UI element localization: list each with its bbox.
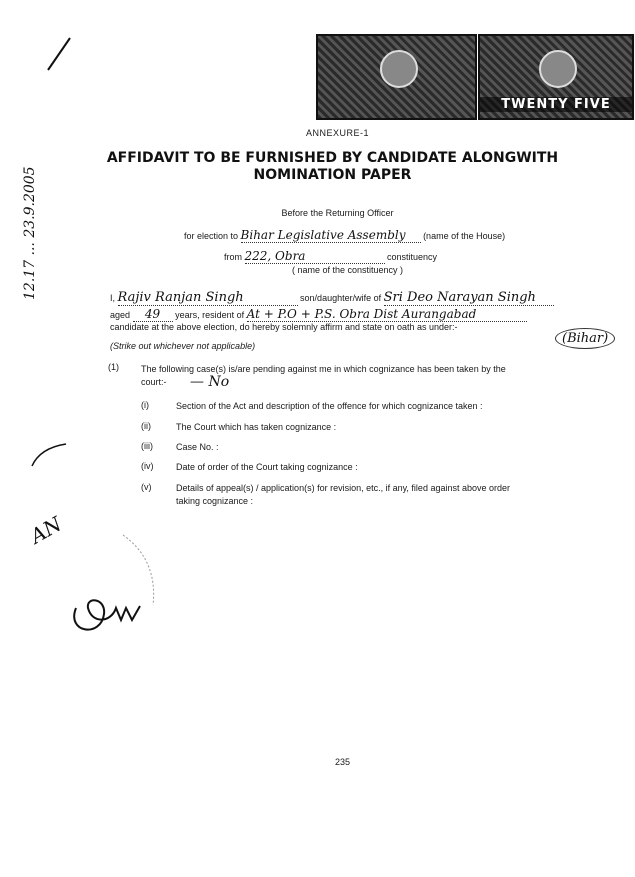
aged-label: aged (110, 310, 131, 320)
before-returning-officer: Before the Returning Officer (281, 208, 394, 218)
item-number: (iv) (141, 461, 154, 471)
strike-note: (Strike out whichever not applicable) (110, 341, 256, 351)
candidate-line (110, 290, 554, 306)
age-residence-line (110, 307, 527, 322)
court-fee-stamp-left (316, 34, 477, 120)
declaration-line: candidate at the above election, do hereby solemnly affirm and state on oath as under:- (110, 322, 458, 332)
constituency-label: constituency (387, 252, 438, 262)
stamp-right-label: TWENTY FIVE (480, 97, 632, 112)
section1-text-2: court:- (141, 377, 167, 387)
item-text: Date of order of the Court taking cognizance : (176, 462, 358, 472)
item-number: (ii) (141, 421, 151, 431)
from-label: from (224, 252, 242, 262)
residence: At + P.O + P.S. Obra Dist Aurangabad (247, 307, 527, 322)
election-suffix: (name of the House) (423, 231, 506, 241)
stamp-seal-icon (539, 50, 577, 88)
page-title-line2: NOMINATION PAPER (253, 167, 412, 183)
years-label: years, resident of (175, 310, 245, 320)
relation-label: son/daughter/wife of (300, 293, 382, 303)
item-text: Section of the Act and description of the offence for which cognizance taken : (176, 401, 483, 411)
from-line (224, 249, 437, 264)
margin-strike-mark (40, 34, 80, 74)
court-fee-stamp-right (478, 34, 634, 120)
annexure-label: ANNEXURE-1 (305, 128, 369, 138)
margin-curve-mark (30, 440, 70, 470)
faint-curve-mark (118, 530, 168, 610)
line1-prefix: I, (110, 293, 116, 303)
state-note: (Bihar) (555, 328, 615, 349)
item-number: (v) (141, 482, 152, 492)
item-number: (i) (141, 400, 149, 410)
section1-answer: — No (190, 374, 230, 390)
section1-text: The following case(s) is/are pending against me in which cognizance has been taken by the (141, 364, 506, 374)
page-number: 235 (334, 757, 351, 767)
page-title-line1: AFFIDAVIT TO BE FURNISHED BY CANDIDATE ALONGWITH (106, 150, 559, 166)
item-text: The Court which has taken cognizance : (176, 422, 337, 432)
stamp-seal-icon (380, 50, 418, 88)
election-prefix: for election to (184, 231, 239, 241)
item-number: (iii) (141, 441, 153, 451)
item-text-continued: taking cognizance : (176, 496, 254, 506)
candidate-name: Rajiv Ranjan Singh (118, 290, 298, 306)
item-text: Case No. : (176, 442, 219, 452)
age-value: 49 (133, 307, 173, 322)
election-line (184, 228, 505, 243)
father-name: Sri Deo Narayan Singh (384, 290, 554, 306)
section1-number: (1) (108, 362, 119, 372)
item-text: Details of appeal(s) / application(s) for revision, etc., if any, filed against above order (176, 483, 510, 493)
constituency-note: ( name of the constituency ) (291, 265, 404, 275)
election-value: Bihar Legislative Assembly (241, 228, 421, 243)
margin-handwritten-date: 12.17 ... 23.9.2005 (22, 166, 38, 300)
from-value: 222, Obra (245, 249, 385, 264)
margin-initials: AN (26, 511, 66, 549)
